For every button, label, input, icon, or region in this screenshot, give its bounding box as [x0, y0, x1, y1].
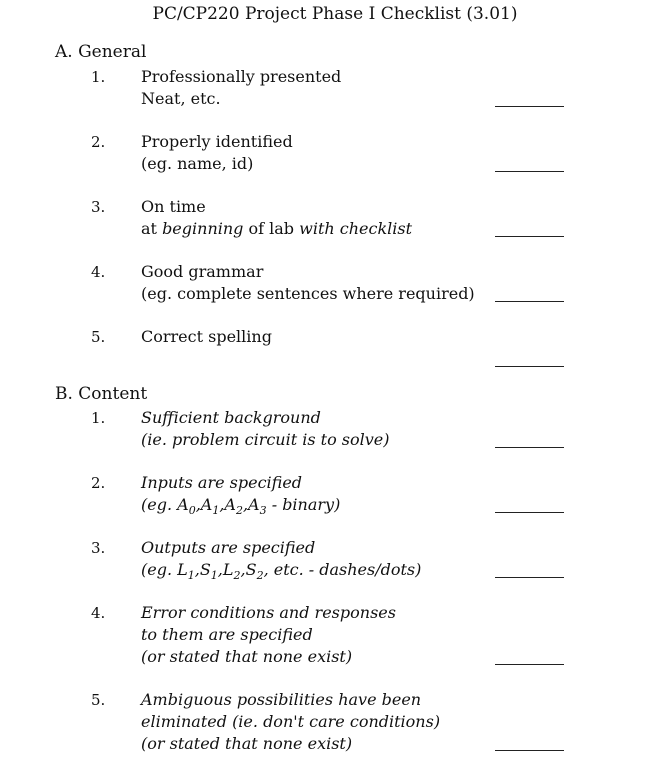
- item-line: [141, 559, 421, 581]
- item-number: 3.: [91, 539, 106, 557]
- page-title: PC/CP220 Project Phase I Checklist (3.01): [152, 4, 518, 24]
- item-text-properly-identified: [141, 131, 293, 175]
- item-text-correct-spelling: [141, 326, 272, 348]
- item-line-part: ,A: [219, 495, 236, 514]
- section-heading-content: B. Content: [55, 384, 148, 404]
- checkoff-blank[interactable]: [495, 301, 564, 302]
- item-line: Properly identified: [141, 132, 293, 151]
- item-number: 5.: [91, 328, 106, 346]
- item-number: 1.: [91, 68, 106, 86]
- item-line: (eg. complete sentences where required): [141, 284, 475, 303]
- subscript: 2: [256, 569, 264, 583]
- item-text-ambiguous-possibilities: [141, 689, 440, 755]
- item-text-outputs-specified: [141, 537, 421, 581]
- item-line-part: ,L: [217, 560, 234, 579]
- subscript: 1: [187, 569, 195, 583]
- section-heading-general: A. General: [55, 42, 147, 62]
- item-line: Inputs are specified: [141, 473, 303, 492]
- checkoff-blank[interactable]: [495, 236, 564, 237]
- item-line-part: ,A: [242, 495, 260, 514]
- checkoff-blank[interactable]: [495, 750, 564, 751]
- item-line: Good grammar: [141, 262, 264, 281]
- checkoff-blank[interactable]: [495, 512, 564, 513]
- item-line-part: of lab: [243, 219, 300, 238]
- item-line: Correct spelling: [141, 327, 272, 346]
- item-number: 4.: [91, 263, 106, 281]
- item-text-professionally-presented: [141, 66, 341, 110]
- subscript: 3: [259, 504, 267, 518]
- item-number: 5.: [91, 691, 106, 709]
- item-line: Error conditions and responses: [141, 603, 396, 622]
- item-line: (or stated that none exist): [141, 647, 353, 666]
- item-number: 3.: [91, 198, 106, 216]
- item-line: to them are specified: [141, 625, 313, 644]
- checkoff-blank[interactable]: [495, 664, 564, 665]
- item-line-part: (eg. L: [141, 560, 188, 579]
- subscript: 1: [210, 569, 218, 583]
- item-line-part: beginning: [162, 219, 244, 238]
- item-line: eliminated (ie. don't care conditions): [141, 712, 441, 731]
- checkoff-blank[interactable]: [495, 577, 564, 578]
- item-line: [141, 218, 412, 240]
- subscript: 1: [212, 504, 220, 518]
- item-number: 4.: [91, 604, 106, 622]
- checkoff-blank[interactable]: [495, 366, 564, 367]
- item-text-good-grammar: [141, 261, 475, 305]
- item-line-part: - binary): [266, 495, 341, 514]
- item-line-part: with checklist: [299, 219, 413, 238]
- item-line: Neat, etc.: [141, 89, 221, 108]
- item-line: (or stated that none exist): [141, 734, 353, 753]
- checkoff-blank[interactable]: [495, 171, 564, 172]
- item-line: Sufficient background: [141, 408, 321, 427]
- checkoff-blank[interactable]: [495, 447, 564, 448]
- item-line: (eg. name, id): [141, 154, 254, 173]
- subscript: 2: [235, 504, 243, 518]
- item-line-part: at: [141, 219, 163, 238]
- item-line-part: , etc. - dashes/dots): [263, 560, 422, 579]
- item-number: 1.: [91, 409, 106, 427]
- item-line-part: ,S: [240, 560, 257, 579]
- item-line: Outputs are specified: [141, 538, 316, 557]
- item-number: 2.: [91, 474, 106, 492]
- item-line-part: (eg. A: [141, 495, 189, 514]
- item-line: (ie. problem circuit is to solve): [141, 430, 390, 449]
- item-line-part: ,A: [195, 495, 213, 514]
- item-line: [141, 494, 340, 516]
- item-line-part: ,S: [194, 560, 211, 579]
- subscript: 2: [233, 569, 241, 583]
- item-line: On time: [141, 197, 206, 216]
- item-text-inputs-specified: [141, 472, 340, 516]
- item-text-on-time: [141, 196, 412, 240]
- checkoff-blank[interactable]: [495, 106, 564, 107]
- item-line: Ambiguous possibilities have been: [141, 690, 422, 709]
- item-text-error-conditions: [141, 602, 396, 668]
- item-number: 2.: [91, 133, 106, 151]
- subscript: 0: [188, 504, 196, 518]
- item-text-sufficient-background: [141, 407, 390, 451]
- item-line: Professionally presented: [141, 67, 342, 86]
